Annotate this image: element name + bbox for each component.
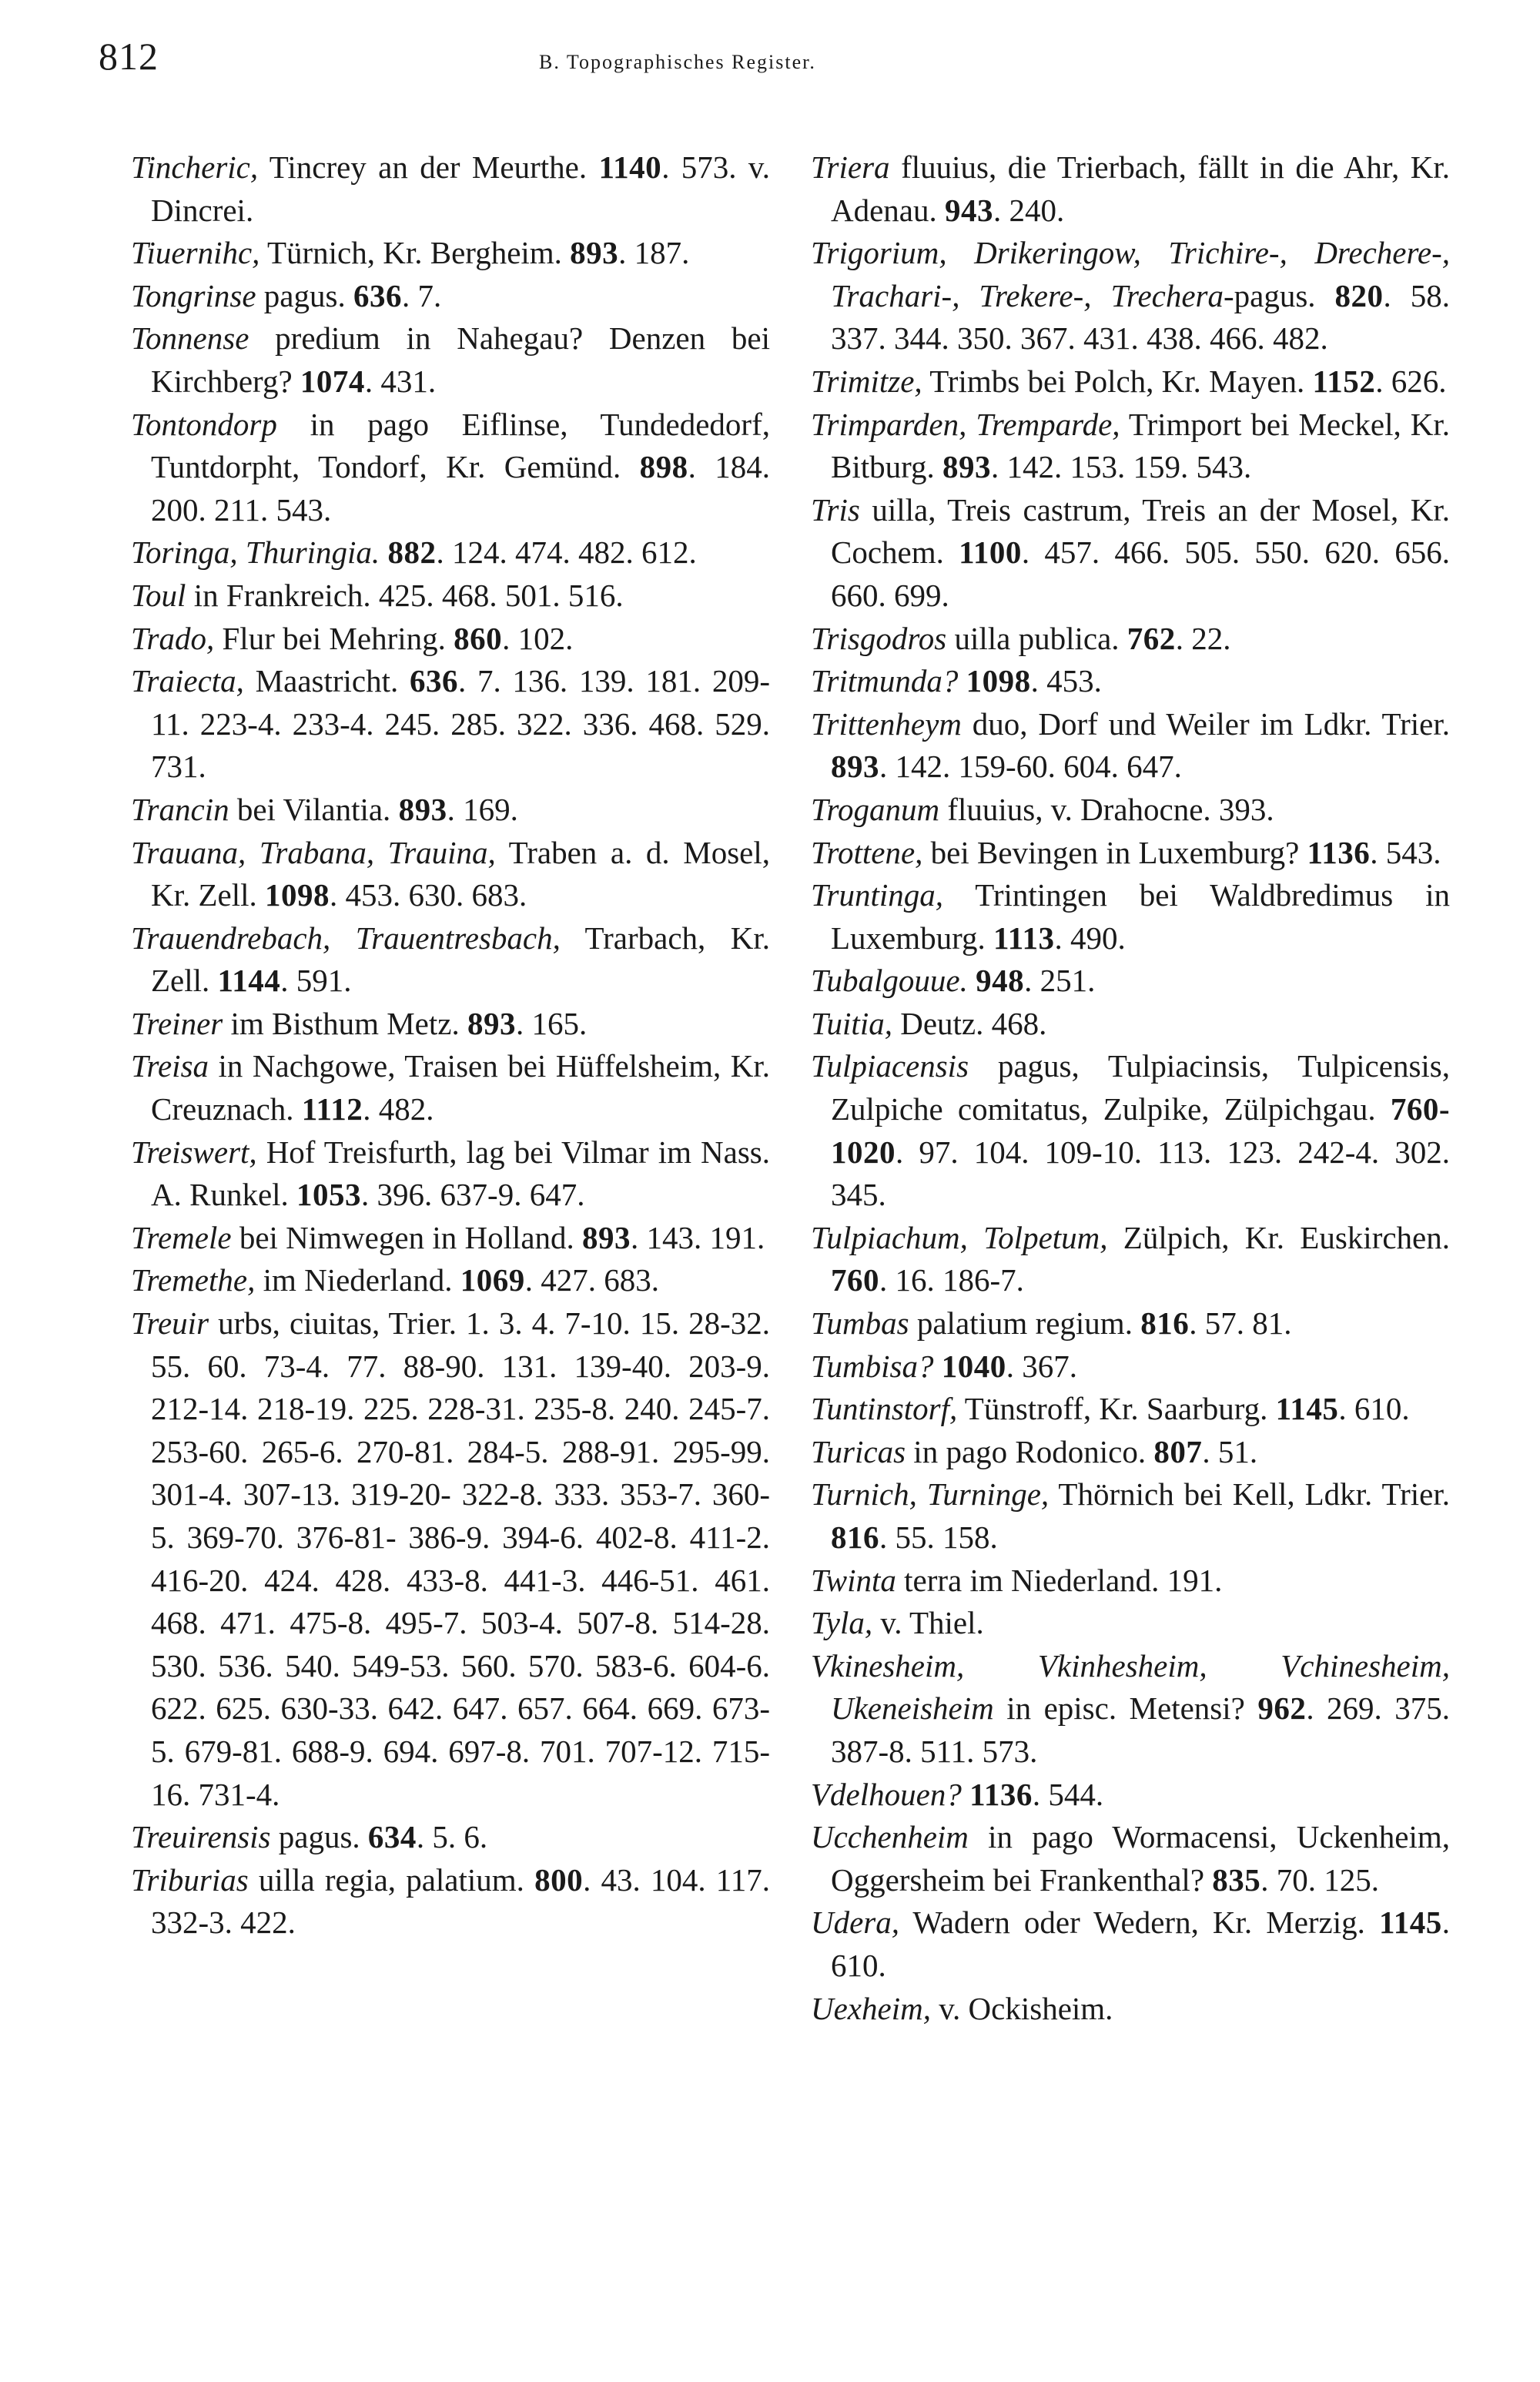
entry-year: 760-1020 [831, 1091, 1450, 1170]
entry-text: pagus, Tulpiacinsis, Tulpicensis, Zulpiche comitatus, Zulpike, Zülpichgau. [831, 1048, 1450, 1127]
index-entry [811, 1560, 1450, 1603]
entry-year: 800 [534, 1861, 584, 1898]
entry-headword: Turnich, Turninge, [811, 1476, 1050, 1513]
entry-references: . 251. [1024, 963, 1096, 999]
entry-year: 1140 [598, 149, 662, 185]
entry-year: 820 [1334, 277, 1384, 313]
entry-references: . 431. [364, 363, 437, 399]
entry-year: 1136 [1307, 834, 1371, 870]
index-entry [131, 1259, 770, 1302]
entry-references: . 55. 158. [879, 1519, 998, 1555]
entry-text: Hof Treisfurth, lag bei Vilmar im Nass. A. Runkel. [151, 1134, 770, 1213]
entry-text: uilla publica. [946, 620, 1127, 656]
entry-references: . 43. 104. 117. 332-3. 422. [151, 1861, 770, 1941]
entry-year: 893 [398, 791, 447, 827]
entry-references: . 143. 191. [631, 1219, 765, 1255]
entry-text: pagus. [270, 1819, 368, 1855]
entry-headword: Truntinga, [811, 877, 944, 913]
entry-year: 898 [639, 449, 688, 485]
entry-year: 1113 [993, 920, 1055, 956]
entry-references: . 51. [1202, 1433, 1258, 1469]
entry-year: 760 [831, 1262, 879, 1298]
entry-text: fluuius, v. Drahocne. 393. [939, 791, 1274, 827]
entry-text: bei Nimwegen in Holland. [231, 1219, 583, 1255]
index-entry [811, 1901, 1450, 1987]
entry-headword: Triera [811, 149, 890, 185]
index-entry [131, 575, 770, 618]
entry-headword: Trisgodros [811, 620, 947, 656]
index-entry [131, 1217, 770, 1260]
entry-references: . 367. [1006, 1348, 1077, 1384]
entry-text: in pago Wormacensi, Uckenheim, Oggersheim bei Frankenthal? [831, 1819, 1450, 1898]
entry-headword: Tremethe, [131, 1262, 256, 1298]
page-number: 812 [99, 35, 159, 78]
entry-references: . 544. [1032, 1776, 1104, 1812]
entry-references: . 7. 136. 139. 181. 209-11. 223-4. 233-4. 245. 285. 322. 336. 468. 529. 731. [151, 663, 770, 785]
entry-text: Türnich, Kr. Bergheim. [259, 235, 571, 271]
entry-headword: Udera, [811, 1905, 900, 1941]
entry-text: duo, Dorf und Weiler im Ldkr. Trier. [961, 705, 1450, 742]
index-entry [811, 489, 1450, 618]
entry-headword: Tremele [131, 1219, 232, 1255]
entry-references: . 169. [447, 791, 518, 827]
entry-year: 1053 [296, 1177, 362, 1213]
entry-references: . 165. [515, 1005, 588, 1041]
entry-text: pagus. [256, 277, 353, 313]
index-entry [131, 317, 770, 403]
index-entry [811, 660, 1450, 703]
index-entry [131, 404, 770, 532]
index-entry [131, 789, 770, 832]
index-entry [131, 1003, 770, 1046]
entry-references: . 427. 683. [524, 1262, 659, 1298]
entry-year: 1098 [966, 663, 1031, 699]
entry-text: in pago Eiflinse, Tundededorf, Tuntdorpht, Tondorf, Kr. Gemünd. [151, 406, 770, 485]
entry-text [962, 1777, 969, 1812]
entry-year: 1145 [1275, 1391, 1339, 1427]
entry-text: Flur bei Mehring. [214, 620, 454, 656]
entry-references: . 626. [1375, 363, 1447, 399]
entry-year: 893 [942, 449, 992, 485]
entry-year: 1152 [1312, 363, 1376, 399]
entry-headword: Trittenheym [811, 705, 962, 742]
entry-headword: Tiuernihc, [131, 235, 260, 271]
entry-text: pagus. [1234, 277, 1335, 313]
entry-text [934, 1348, 942, 1384]
entry-text: Trintingen bei Waldbredimus in Luxemburg. [831, 877, 1450, 956]
entry-text: in pago Rodonico. [906, 1433, 1154, 1469]
entry-references: . 610. [1338, 1391, 1410, 1427]
entry-year: 1098 [265, 877, 330, 913]
index-entry [131, 1859, 770, 1945]
entry-references: . 97. 104. 109-10. 113. 123. 242-4. 302. 345. [831, 1134, 1450, 1213]
entry-headword: Tongrinse [131, 277, 256, 313]
entry-references: . 7. [401, 277, 442, 313]
entry-headword: Uexheim, [811, 1990, 931, 2026]
entry-references: . 57. 81. [1189, 1305, 1292, 1342]
index-entry [811, 1302, 1450, 1345]
entry-text: Tünstroff, Kr. Saarburg. [957, 1391, 1276, 1427]
entry-text: in Frankreich. 425. 468. 501. 516. [186, 577, 624, 613]
entry-headword: Tritmunda? [811, 663, 959, 699]
index-entry [811, 146, 1450, 232]
entry-year: 636 [353, 277, 402, 313]
entry-year: 1069 [460, 1262, 525, 1298]
entry-references: . 591. [280, 963, 352, 999]
entry-year: 893 [831, 749, 879, 785]
entry-references: . 58. 337. 344. 350. 367. 431. 438. 466. 482. [831, 277, 1450, 357]
entry-headword: Trauana, Trabana, Trauina, [131, 834, 496, 870]
index-entry [811, 1217, 1450, 1302]
index-entry [811, 874, 1450, 960]
entry-references: . 573. v. Dincrei. [151, 149, 770, 228]
entry-references: . 457. 466. 505. 550. 620. 656. 660. 699. [831, 534, 1451, 613]
index-entry [811, 1645, 1450, 1774]
entry-references: . 142. 159-60. 604. 647. [879, 749, 1182, 785]
entry-year: 860 [454, 620, 503, 656]
entry-text: palatium regium. [909, 1305, 1141, 1342]
index-entry [811, 1988, 1450, 2031]
entry-text: v. Ockisheim. [930, 1990, 1113, 2026]
index-entry [131, 146, 770, 232]
index-entry [811, 789, 1450, 832]
index-entry [811, 1473, 1450, 1559]
entry-references: . 240. [993, 192, 1065, 228]
entry-references: . 453. [1030, 663, 1102, 699]
entry-year: 1136 [969, 1776, 1033, 1812]
entry-text: im Niederland. [255, 1262, 460, 1298]
index-entry [131, 1131, 770, 1217]
entry-headword: Treisa [131, 1048, 209, 1084]
entry-year: 762 [1127, 620, 1176, 656]
entry-year: 835 [1212, 1861, 1261, 1898]
entry-headword: Tyla, [811, 1605, 873, 1641]
entry-headword: Treiner [131, 1005, 223, 1041]
entry-headword: Tubalgouue. [811, 963, 968, 999]
index-entry [811, 1345, 1450, 1389]
index-entry [811, 1431, 1450, 1474]
entry-references: . 269. 375. 387-8. 511. 573. [831, 1690, 1451, 1769]
entry-headword: Trauendrebach, Trauentresbach, [131, 920, 561, 956]
entry-year: 1074 [300, 363, 365, 399]
entry-headword: Troganum [811, 791, 940, 827]
entry-headword: Turicas [811, 1433, 906, 1469]
entry-year: 1040 [941, 1348, 1006, 1384]
entry-text: predium in Nahegau? Denzen bei Kirchberg? [151, 320, 770, 399]
entry-references: . 142. 153. 159. 543. [991, 449, 1252, 485]
entry-text: Zülpich, Kr. Euskirchen. [1107, 1219, 1450, 1255]
entry-year: 882 [387, 534, 437, 571]
entry-headword: Tris [811, 491, 860, 528]
index-entry [811, 960, 1450, 1003]
entry-text [958, 663, 966, 699]
entry-text: v. Thiel. [872, 1605, 984, 1641]
entry-year: 634 [367, 1819, 417, 1855]
entry-year: 943 [945, 192, 994, 228]
entry-text: Deutz. 468. [892, 1005, 1047, 1041]
entry-headword: Tontondorp [131, 406, 277, 442]
entry-headword: Traiecta, [131, 663, 244, 699]
entry-headword: Vdelhouen? [811, 1776, 962, 1812]
entry-year: 948 [976, 963, 1025, 999]
index-entry [131, 1816, 770, 1859]
index-entry [811, 1388, 1450, 1431]
entry-text: Traben a. d. Mosel, Kr. Zell. [151, 834, 770, 913]
entry-text: urbs, ciuitas, Trier. 1. 3. 4. 7-10. 15. 28-32. 55. 60. 73-4. 77. 88-90. 131. 139-40. 203-9. 212-14. 218-19. 225. 228-31. 235-8. 240. 245-7. 253-60. 265-6. 270-81. 284-5. 288-91. 295-99. 301-4. 307-13. 319-20- 322-8. 333. 353-7. 360-5. 369-70. 376-81- 386-9. 394-6. 402-8. 411-2. 416-20. 424. 428. 433-8. 441-3. 446-51. 461. 468. 471. 475-8. 495-7. 503-4. 507-8. 514-28. 530. 536. 540. 549-53. 560. 570. 583-6. 604-6. 622. 625. 630-33. 642. 647. 657. 664. 669. 673-5. 679-81. 688-9. 694. 697-8. 701. 707-12. 715-16. 731-4. [151, 1305, 770, 1812]
entry-headword: Tumbas [811, 1305, 909, 1342]
entry-references: . 22. [1175, 620, 1231, 656]
entry-references: . 102. [502, 620, 574, 656]
index-entry [131, 531, 770, 575]
entry-year: 893 [582, 1219, 631, 1255]
entry-headword: Tincheric, [131, 149, 259, 185]
entry-headword: Trimitze, [811, 363, 922, 399]
index-entry [811, 703, 1450, 789]
entry-text: Maastricht. [243, 663, 410, 699]
entry-text: bei Vilantia. [229, 791, 399, 827]
entry-references: . 490. [1054, 920, 1126, 956]
entry-text: Tincrey an der Meurthe. [258, 149, 599, 185]
index-entry [131, 917, 770, 1003]
entry-references: . 482. [363, 1091, 434, 1127]
entry-year: 893 [467, 1005, 516, 1041]
entry-references: . 610. [831, 1905, 1450, 1983]
entry-headword: Tulpiacensis [811, 1048, 969, 1084]
index-entry [131, 660, 770, 789]
entry-text: in Nachgowe, Traisen bei Hüffelsheim, Kr. Creuznach. [151, 1048, 770, 1127]
entry-references: . 453. 630. 683. [330, 877, 527, 913]
entry-references: . 396. 637-9. 647. [361, 1177, 585, 1213]
entry-text: Wadern oder Wedern, Kr. Merzig. [899, 1905, 1379, 1941]
entry-text: Thörnich bei Kell, Ldkr. Trier. [1049, 1476, 1450, 1513]
entry-text: uilla, Treis castrum, Treis an der Mosel, Kr. Cochem. [831, 491, 1450, 571]
index-entry [811, 1774, 1450, 1817]
entry-headword: Treuirensis [131, 1819, 271, 1855]
index-entry [131, 232, 770, 275]
index-entry [131, 1045, 770, 1131]
entry-headword: Tumbisa? [811, 1348, 934, 1384]
entry-year: 1100 [959, 534, 1022, 571]
entry-headword: Trigorium, Drikeringow, Trichire-, Drechere-, Trachari-, Trekere-, Trechera- [811, 235, 1450, 313]
entry-references: . 16. 186-7. [879, 1262, 1024, 1298]
entry-headword: Treiswert, [131, 1134, 257, 1170]
index-entry [811, 1602, 1450, 1645]
index-entry [811, 1003, 1450, 1046]
running-title: B. Topographisches Register. [539, 51, 816, 73]
index-entry [811, 232, 1450, 360]
entry-headword: Triburias [131, 1861, 249, 1898]
entry-headword: Trimparden, Tremparde, [811, 406, 1120, 442]
entry-headword: Ucchenheim [811, 1819, 969, 1855]
entry-text [968, 963, 976, 998]
entry-text: in episc. Metensi? [993, 1690, 1258, 1727]
entry-year: 636 [409, 663, 458, 699]
entry-references: . 70. 125. [1260, 1861, 1380, 1898]
index-entry [811, 618, 1450, 661]
index-entry [811, 832, 1450, 875]
entry-year: 816 [831, 1519, 879, 1555]
index-entry [131, 832, 770, 917]
entry-year: 893 [570, 235, 619, 271]
index-entry [811, 1045, 1450, 1216]
entry-references: . 124. 474. 482. 612. [436, 534, 697, 571]
index-column-left [131, 146, 770, 1945]
index-entry [131, 1302, 770, 1816]
index-entry [131, 275, 770, 318]
entry-references: . 187. [618, 235, 690, 271]
entry-text [380, 534, 387, 570]
entry-text: fluuius, die Trierbach, fällt in die Ahr, Kr. Adenau. [831, 149, 1450, 228]
entry-year: 816 [1140, 1305, 1190, 1342]
entry-year: 962 [1257, 1690, 1307, 1727]
entry-text: terra im Niederland. 191. [896, 1562, 1223, 1598]
entry-headword: Toringa, Thuringia. [131, 534, 380, 571]
entry-headword: Tulpiachum, Tolpetum, [811, 1219, 1108, 1255]
entry-headword: Vkinesheim, Vkinhesheim, Vchinesheim, Ukeneisheim [811, 1647, 1450, 1727]
entry-headword: Tuntinstorf, [811, 1391, 958, 1427]
entry-headword: Tuitia, [811, 1005, 892, 1041]
entry-text: bei Bevingen in Luxemburg? [922, 834, 1307, 870]
entry-year: 1145 [1379, 1905, 1442, 1941]
entry-headword: Trancin [131, 791, 229, 827]
entry-year: 807 [1153, 1433, 1203, 1469]
entry-year: 1112 [301, 1091, 363, 1127]
entry-headword: Twinta [811, 1562, 896, 1598]
entry-year: 1144 [217, 963, 281, 999]
index-entry [811, 360, 1450, 404]
entry-headword: Trottene, [811, 834, 923, 870]
index-entry [811, 1816, 1450, 1901]
entry-text: im Bisthum Metz. [223, 1005, 467, 1041]
index-entry [811, 404, 1450, 489]
entry-references: . 184. 200. 211. 543. [151, 449, 771, 528]
index-column-right [811, 146, 1450, 2030]
entry-headword: Trado, [131, 620, 215, 656]
entry-text: Trimbs bei Polch, Kr. Mayen. [922, 363, 1313, 399]
entry-headword: Treuir [131, 1305, 209, 1342]
entry-references: . 5. 6. [416, 1819, 488, 1855]
entry-text: Trimport bei Meckel, Kr. Bitburg. [831, 406, 1450, 485]
entry-headword: Tonnense [131, 320, 249, 357]
entry-headword: Toul [131, 577, 186, 613]
entry-references: . 543. [1370, 834, 1441, 870]
index-entry [131, 618, 770, 661]
entry-text: uilla regia, palatium. [248, 1861, 535, 1898]
entry-text: Trarbach, Kr. Zell. [151, 920, 770, 999]
